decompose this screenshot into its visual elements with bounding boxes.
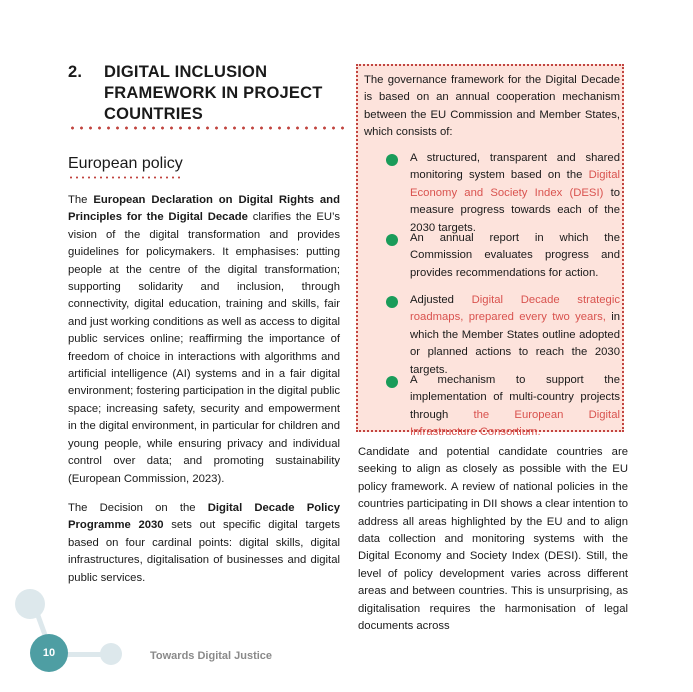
text-run: A structured, transparent and shared monitoring system based on the (410, 152, 620, 182)
text-run: clarifies the EU’s vision of the digital transformation and provides guidelines for policymakers. It emphasises: putting people at the centre of the digital transformation; supporting solidarity and inclusion, through connectivity, digital education, training and skills, fair and just working conditions as well as access to digital public services online; reaffirming the importance of freedom of choice in interactions with algorithms and artificial intelligence (AI) systems and in a fair digital environment; fostering participation in the digital public space; increasing safety, security and empowerment in the digital environment, in particular for children and young people, while ensuring privacy and individual control over data; and promoting sustainability (European Commission, 2023). (68, 211, 340, 485)
subheading-dotted-underline (68, 176, 180, 179)
text-run: The Decision on the (68, 502, 208, 514)
text-run: in which the Member States outline adopted or planned actions to reach the 2030 targets. (410, 311, 620, 376)
bold-term: European Declaration on Digital Rights and Principles for the Digital Decade (68, 194, 340, 224)
green-bullet-icon (386, 376, 398, 388)
green-bullet-icon (386, 154, 398, 166)
footer-decor-circle (15, 589, 45, 619)
text-run: An annual report in which the Commission evaluates progress and provides recommendations for action. (410, 232, 620, 279)
callout-intro: The governance framework for the Digital Decade is based on an annual cooperation mechanism between the EU Commission and Member States, which consists of: (364, 74, 620, 139)
desi-link[interactable]: Digital Economy and Society Index (DESI) (410, 169, 620, 199)
heading-dotted-divider (68, 126, 344, 130)
text-run: sets out specific digital targets based on four cardinal points: digital skills, digital infrastructures, digitalisation of businesses and digital public services. (68, 519, 340, 584)
left-paragraph-2 (68, 500, 340, 587)
page-number-badge (30, 634, 68, 672)
text-run: A mechanism to support the implementation of multi-country projects through (410, 374, 620, 421)
text-run: Adjusted (410, 294, 472, 306)
section-title: DIGITAL INCLUSION FRAMEWORK IN PROJECT COUNTRIES (104, 63, 323, 123)
right-paragraph: Candidate and potential candidate countries are seeking to align as closely as possible with the EU policy framework. A review of national policies in the countries participating in DII shows a clear intention to address all areas highlighted by the EU and to align data collection and monitoring systems with the Digital Economy and Society Index (DESI). Still, the level of policy development varies across different areas and between countries. This is unsurprising, as digitalisation requires the harmonisation of legal documents across (358, 446, 629, 633)
section-number: 2. (68, 63, 83, 81)
page-number: 10 (42, 647, 56, 659)
list-item (410, 150, 620, 237)
footer-decor-line (66, 652, 104, 657)
list-item (410, 372, 620, 442)
text-run: The (68, 194, 94, 206)
footer-publication-title: Towards Digital Justice (150, 650, 273, 662)
left-paragraph-1 (68, 192, 340, 488)
list-item (410, 230, 620, 282)
footer-decor-circle (100, 643, 122, 665)
list-item (410, 292, 620, 379)
bold-term: Digital Decade Policy Programme 2030 (68, 502, 340, 532)
green-bullet-icon (386, 296, 398, 308)
governance-callout-box (356, 64, 624, 439)
subheading: European policy (68, 155, 183, 172)
roadmaps-link[interactable]: Digital Decade strategic roadmaps, prepared every two years, (410, 294, 620, 324)
text-run: to measure progress towards each of the 2030 targets. (410, 186, 620, 234)
green-bullet-icon (386, 234, 398, 246)
edic-link[interactable]: the European Digital Infrastructure Consortium. (410, 408, 620, 439)
